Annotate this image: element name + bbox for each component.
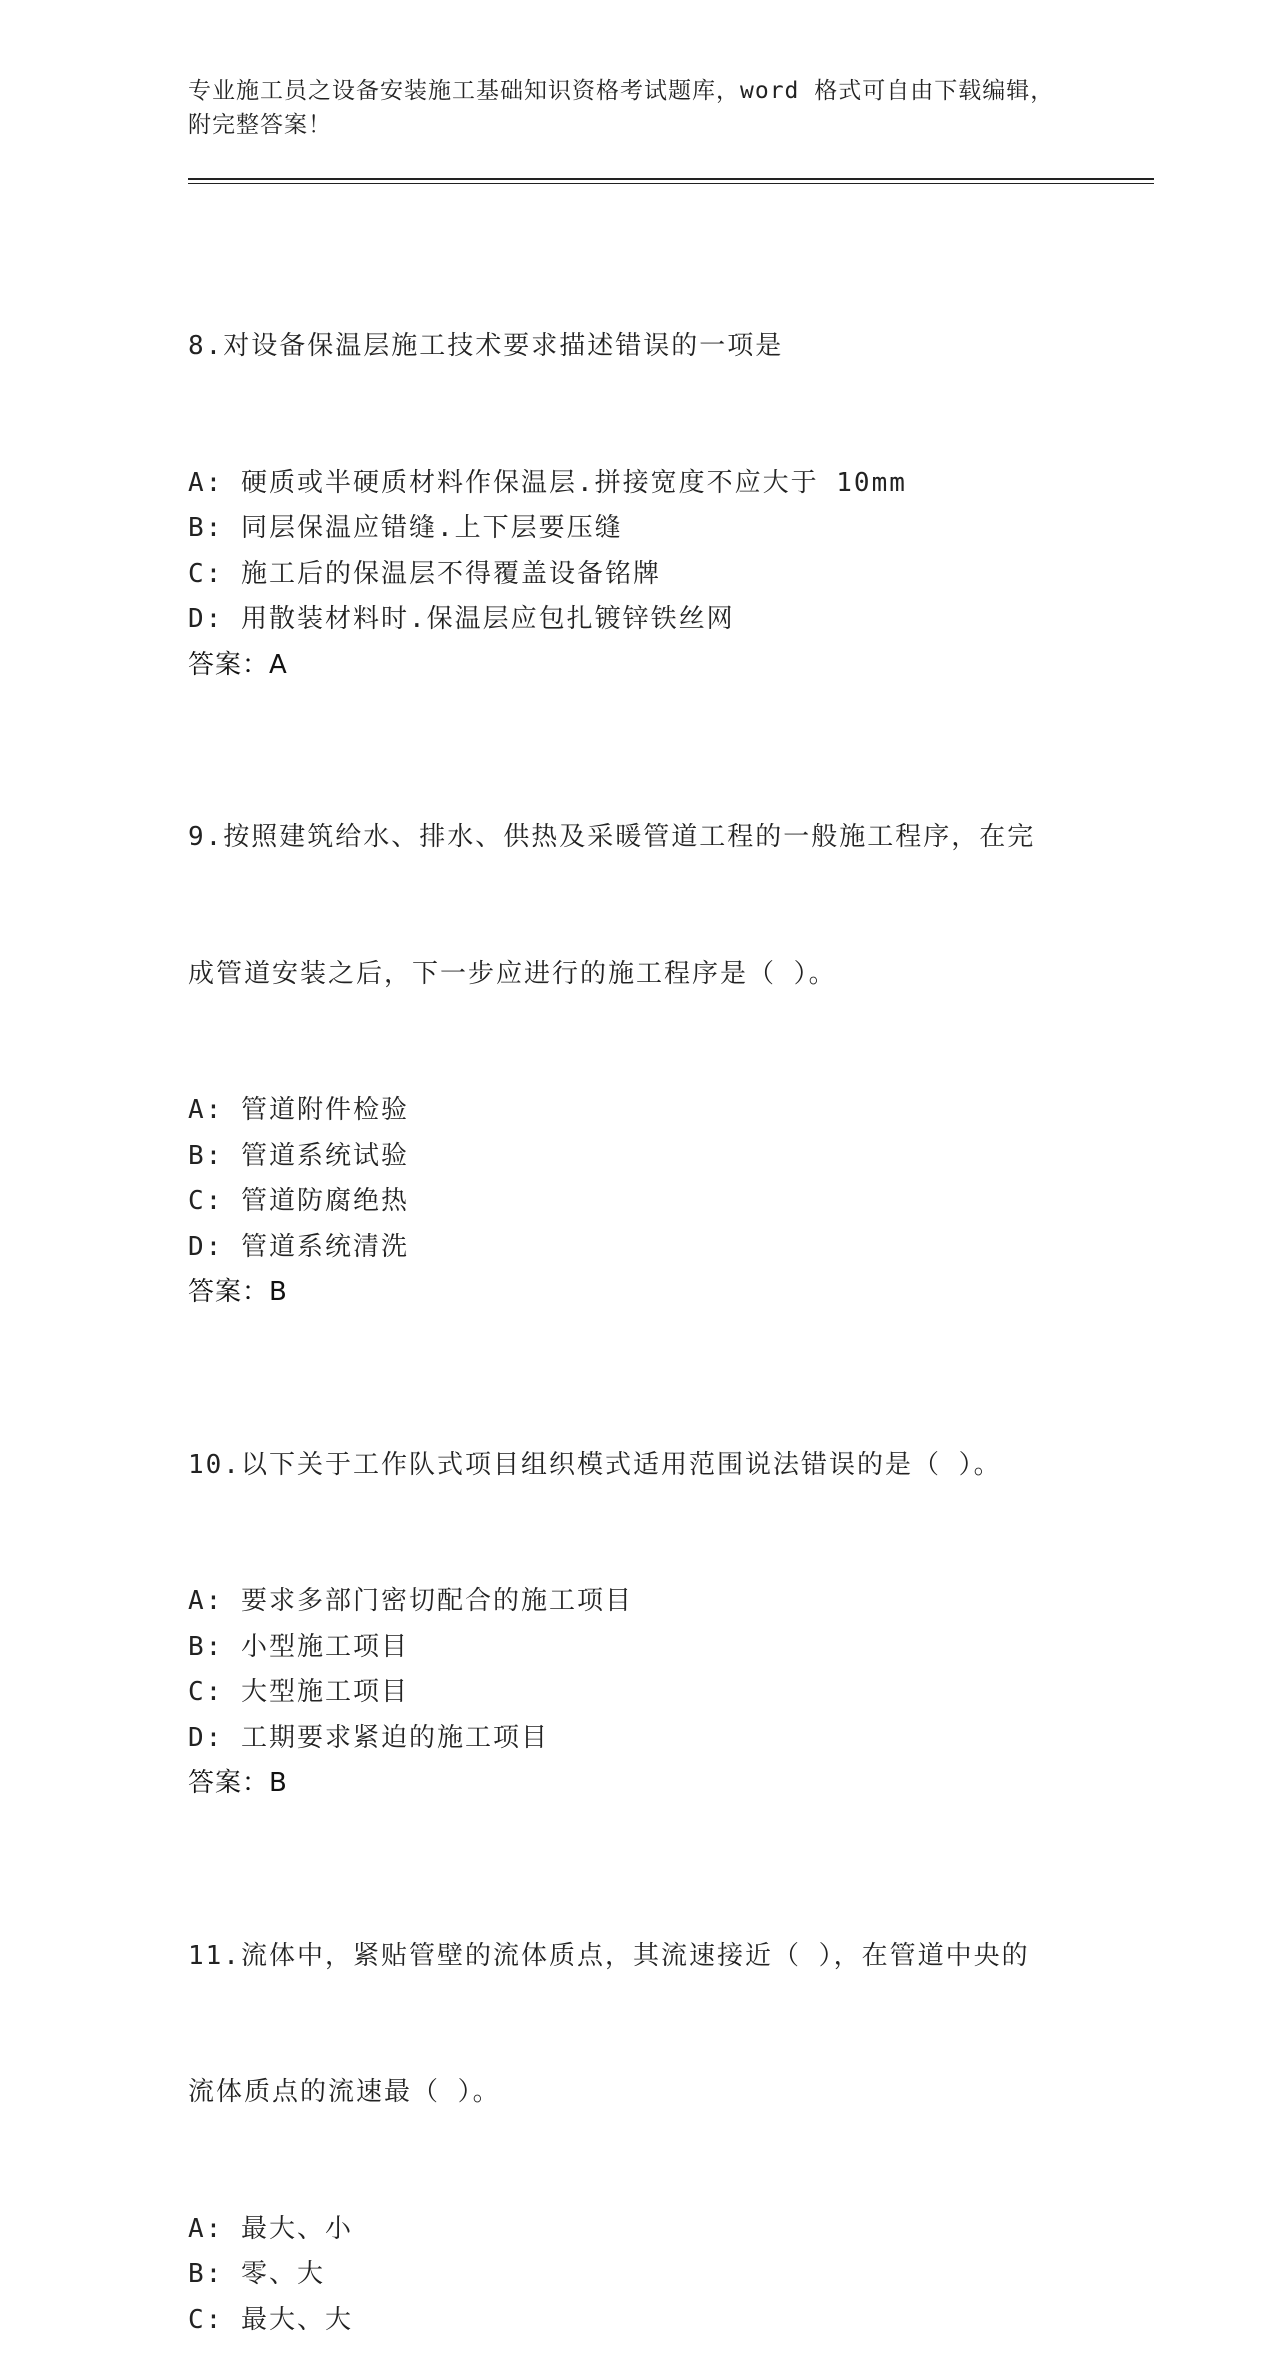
option-a: A: 要求多部门密切配合的施工项目	[188, 1586, 633, 1616]
question-11	[188, 1843, 1088, 2344]
option-d: D: 工期要求紧迫的施工项目	[188, 1722, 549, 1753]
question-8	[188, 233, 1088, 688]
question-stem-line: 10.以下关于工作队式项目组织模式适用范围说法错误的是（ ）。	[188, 1449, 1002, 1480]
question-stem	[188, 724, 1088, 1088]
option-b: B: 管道系统试验	[188, 1140, 409, 1171]
question-10	[188, 1352, 1088, 1807]
option-c: C: 大型施工项目	[188, 1677, 409, 1707]
answer-label: 答案：A	[188, 649, 288, 680]
question-stem	[188, 1352, 1088, 1580]
option-a: A: 硬质或半硬质材料作保温层.拼接宽度不应大于 10mm	[188, 467, 907, 498]
answer-label: 答案：B	[188, 1277, 288, 1307]
header-divider-thin	[188, 183, 1154, 184]
question-stem-line: 8.对设备保温层施工技术要求描述错误的一项是	[188, 331, 784, 361]
option-b: B: 零、大	[188, 2259, 325, 2289]
option-a: A: 最大、小	[188, 2213, 353, 2244]
option-c: C: 最大、大	[188, 2304, 353, 2335]
question-list	[188, 233, 1088, 2379]
question-9	[188, 724, 1088, 1316]
question-stem	[188, 233, 1088, 461]
header-line-2: 附完整答案！	[188, 112, 332, 138]
option-b: B: 小型施工项目	[188, 1631, 409, 1662]
question-stem-line: 流体质点的流速最（ ）。	[188, 2077, 501, 2107]
question-stem-line: 9.按照建筑给水、排水、供热及采暖管道工程的一般施工程序，在完	[188, 822, 1036, 852]
header-line-1: 专业施工员之设备安装施工基础知识资格考试题库，word 格式可自由下载编辑，	[188, 78, 1055, 104]
option-c: C: 施工后的保温层不得覆盖设备铭牌	[188, 558, 661, 589]
header-divider-thick	[188, 178, 1154, 180]
option-b: B: 同层保温应错缝.上下层要压缝	[188, 513, 623, 543]
question-stem-line: 成管道安装之后，下一步应进行的施工程序是（ ）。	[188, 958, 837, 989]
document-header	[188, 74, 1088, 142]
option-c: C: 管道防腐绝热	[188, 1186, 409, 1216]
question-stem-line: 11.流体中，紧贴管壁的流体质点，其流速接近（ ），在管道中央的	[188, 1940, 1030, 1971]
option-d: D: 管道系统清洗	[188, 1231, 409, 1262]
question-stem	[188, 1843, 1088, 2207]
option-d: D: 用散装材料时.保温层应包扎镀锌铁丝网	[188, 604, 735, 634]
option-a: A: 管道附件检验	[188, 1095, 409, 1125]
answer-label: 答案：B	[188, 1768, 288, 1798]
